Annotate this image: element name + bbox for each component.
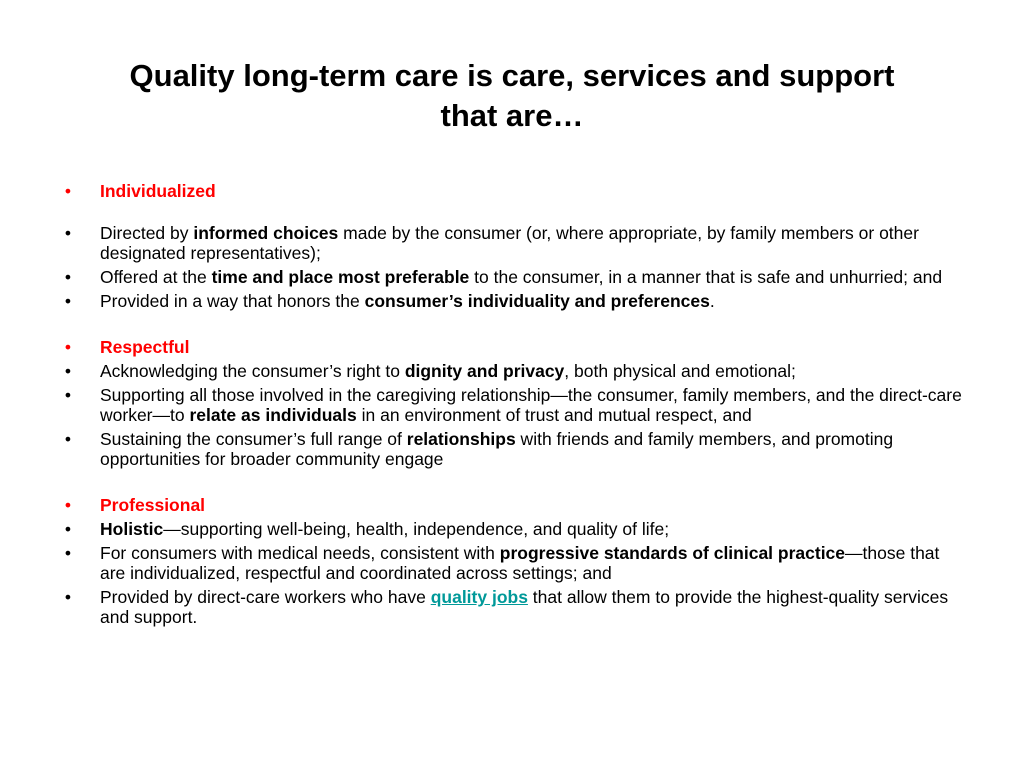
item-text: Sustaining the consumer’s full range of [100,429,407,449]
item-emphasis: Holistic [100,519,164,539]
bullet-icon: • [64,543,72,563]
list-item [58,385,968,425]
list-item [58,267,968,287]
bullet-icon: • [64,267,72,287]
bullet-icon: • [64,587,72,607]
item-text: to the consumer, in a manner that is safe and unhurried; and [469,267,943,287]
list-item [58,291,968,311]
bullet-icon: • [64,495,72,515]
heading-text: Respectful [100,337,190,357]
title-line-2: that are… [440,98,584,133]
item-text: Supporting all those involved in the caregiving relationship—the consumer, family members, and the direct-care worker—to [100,385,962,425]
list-item [58,543,968,583]
bullet-icon: • [64,223,72,243]
section-heading-respectful [58,337,968,357]
bullet-icon: • [64,519,72,539]
item-emphasis: progressive standards of clinical practice [499,543,846,563]
list-item [58,587,968,627]
slide-title [60,56,964,136]
item-text: Provided in a way that honors the [100,291,365,311]
bullet-list [58,181,968,627]
item-text: . [709,291,715,311]
section-heading-individualized [58,181,968,201]
bullet-icon: • [64,385,72,405]
bullet-icon: • [64,291,72,311]
item-emphasis: time and place most preferable [211,267,470,287]
item-text: For consumers with medical needs, consistent with [100,543,500,563]
heading-text: Individualized [100,181,216,201]
item-text: Offered at the [100,267,212,287]
item-text: —those that are individualized, respectful and coordinated across settings; and [100,543,940,583]
item-emphasis: informed choices [193,223,339,243]
bullet-icon: • [64,429,72,449]
item-text: Acknowledging the consumer’s right to [100,361,405,381]
item-text: —supporting well-being, health, independence, and quality of life; [163,519,670,539]
item-text: Directed by [100,223,194,243]
list-item [58,429,968,469]
title-line-1: Quality long-term care is care, services and support [129,58,895,93]
section-heading-professional [58,495,968,515]
item-text: Provided by direct-care workers who have [100,587,431,607]
quality-jobs-link[interactable]: quality jobs [430,587,528,607]
list-item [58,223,968,263]
item-emphasis: relate as individuals [189,405,357,425]
bullet-icon: • [64,337,72,357]
item-emphasis: consumer’s individuality and preferences [364,291,710,311]
bullet-icon: • [64,361,72,381]
item-emphasis: relationships [406,429,516,449]
item-text: with friends and family members, and promoting opportunities for broader community engage [100,429,894,469]
item-text: that allow them to provide the highest-quality services and support. [100,587,949,627]
item-text: , both physical and emotional; [564,361,796,381]
item-text: in an environment of trust and mutual respect, and [356,405,752,425]
list-item [58,519,968,539]
item-text: made by the consumer (or, where appropriate, by family members or other designated representatives); [100,223,919,263]
heading-text: Professional [100,495,206,515]
item-emphasis: dignity and privacy [404,361,565,381]
list-item [58,361,968,381]
bullet-icon: • [64,181,72,201]
